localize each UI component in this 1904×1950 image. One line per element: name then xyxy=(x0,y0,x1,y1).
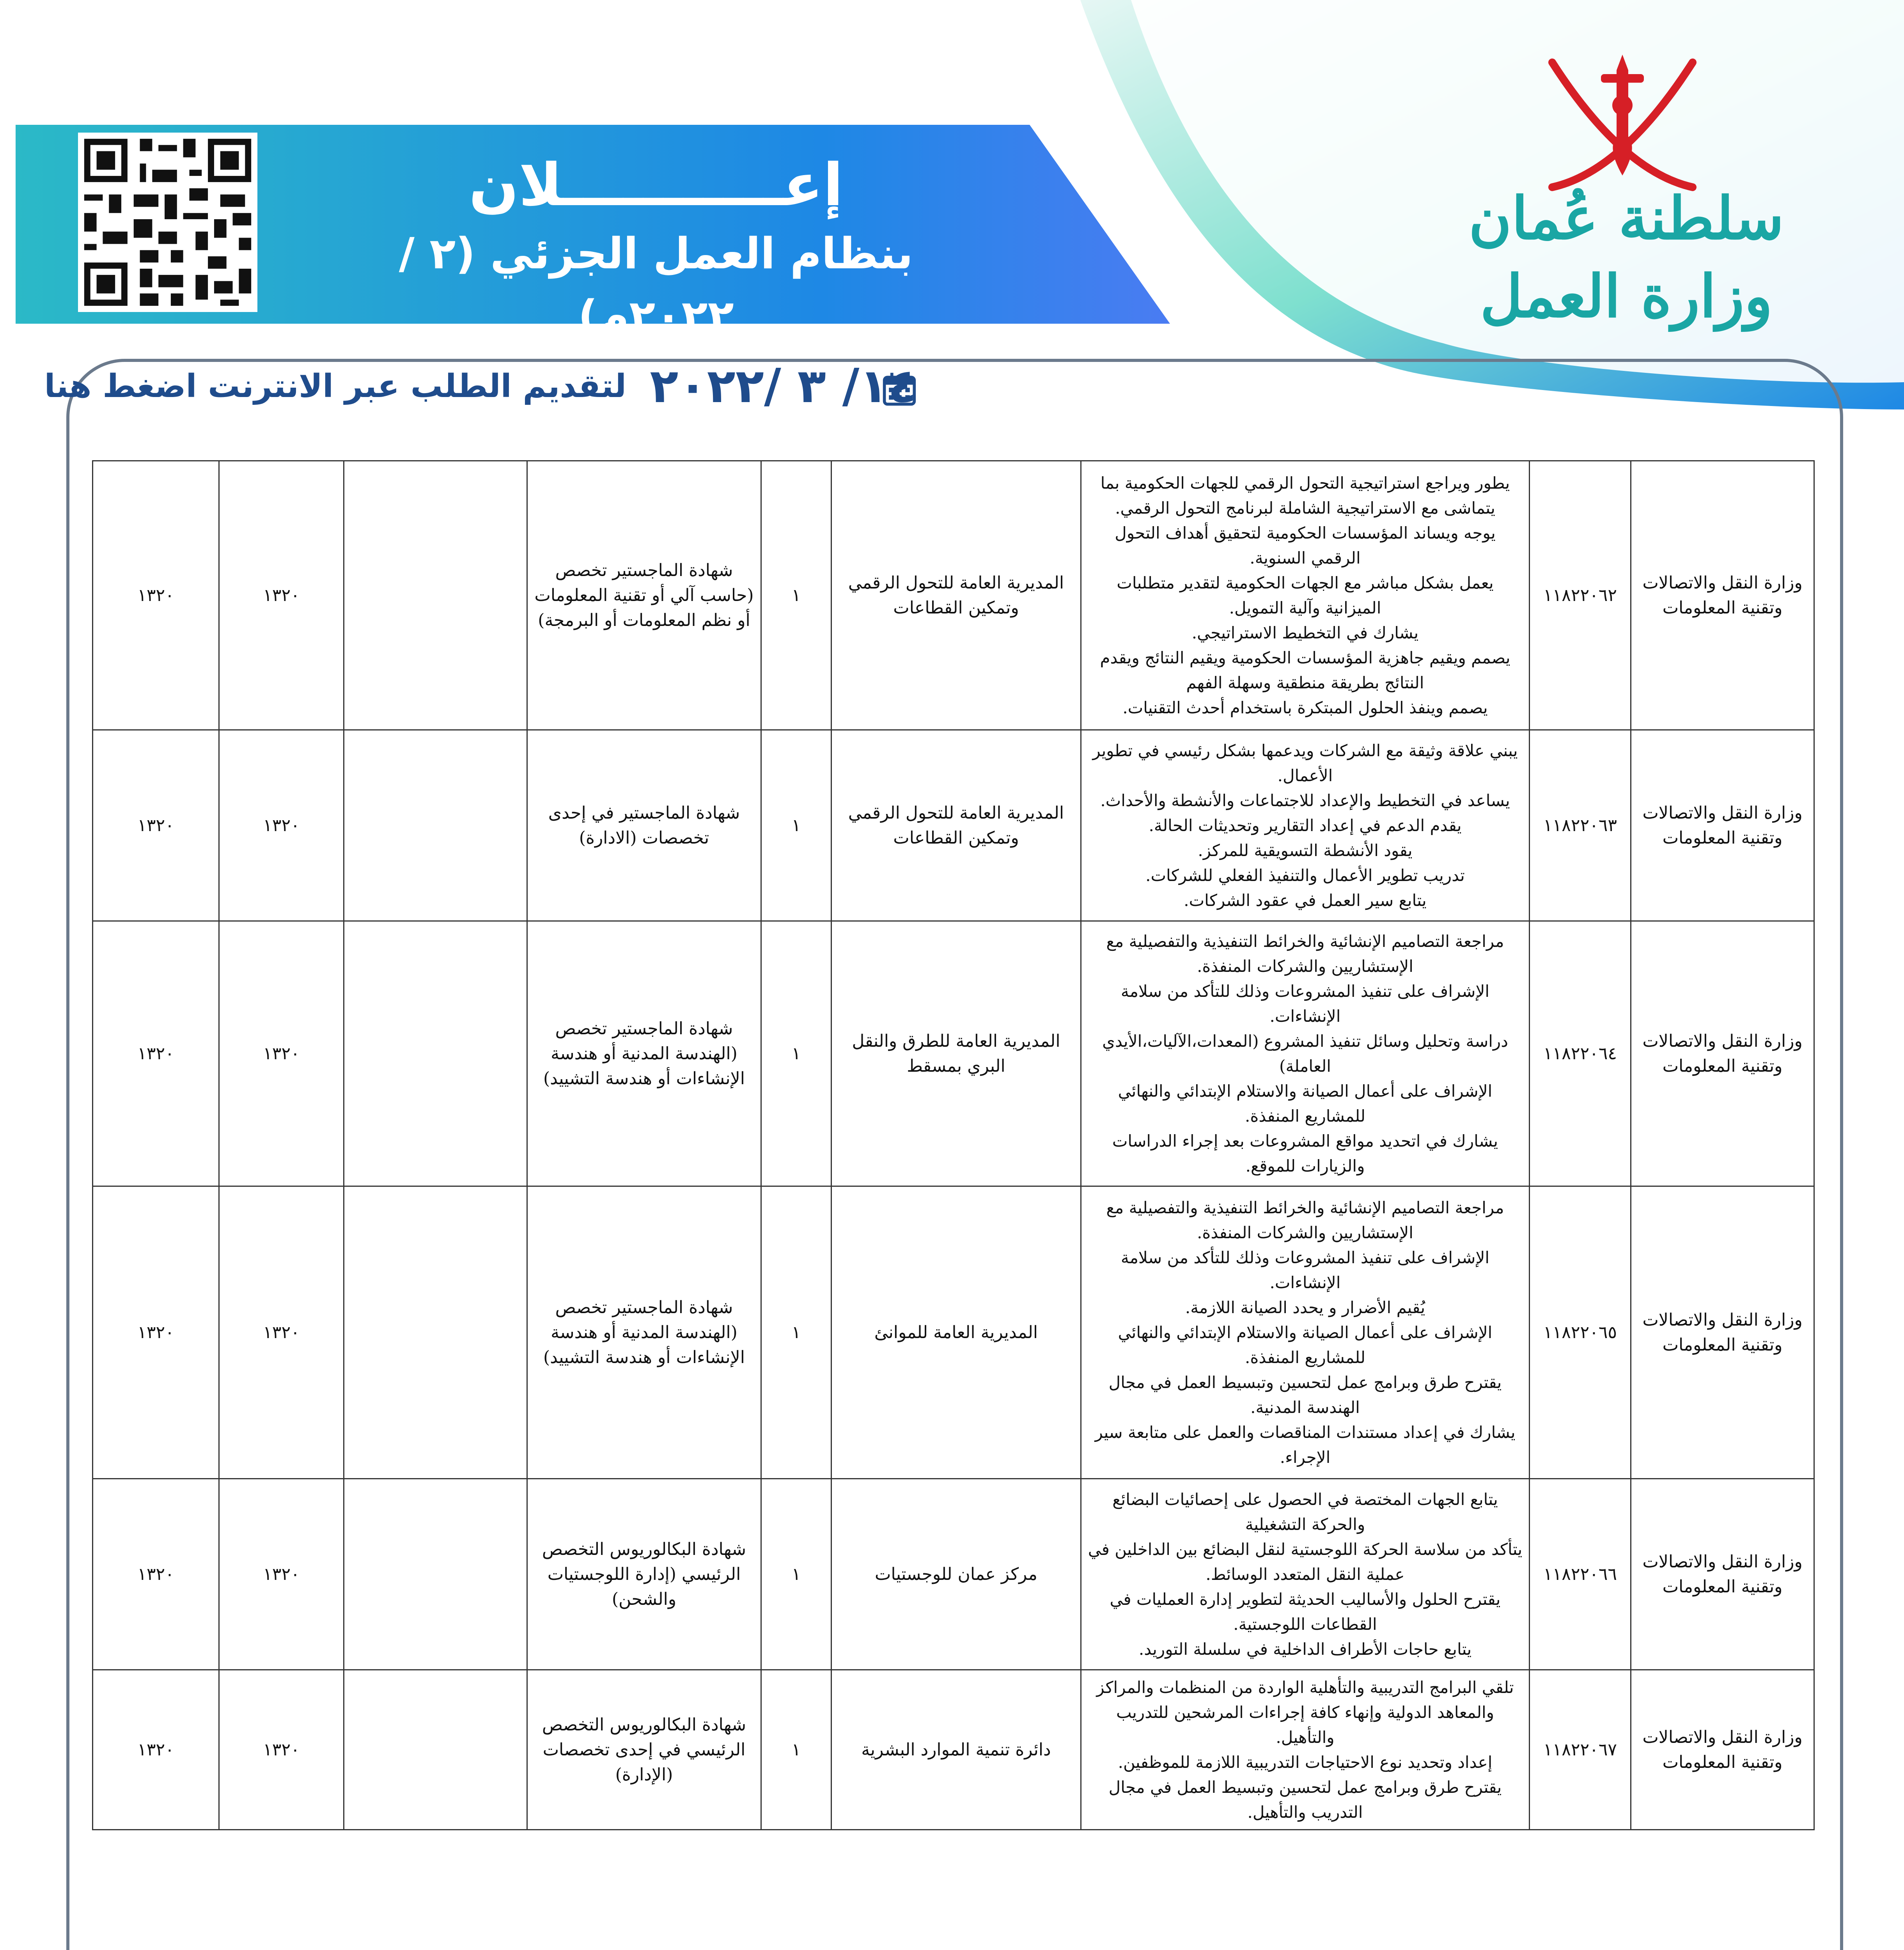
task-line: يُقيم الأضرار و يحدد الصيانة اللازمة. xyxy=(1185,1298,1425,1317)
ministry-cell: وزارة النقل والاتصالات وتقنية المعلومات xyxy=(1631,921,1814,1186)
total-salary-cell: ١٣٢٠ xyxy=(93,921,219,1186)
tasks-cell xyxy=(1081,730,1530,921)
total-salary-cell: ١٣٢٠ xyxy=(93,1670,219,1830)
empty-cell xyxy=(344,730,527,921)
tasks-cell xyxy=(1081,461,1530,730)
task-line: يوجه ويساند المؤسسات الحكومية لتحقيق أهداف التحول الرقمي السنوية. xyxy=(1115,523,1496,567)
task-line: مراجعة التصاميم الإنشائية والخرائط التنفيذية والتفصيلية مع الإستشاريين والشركات المنفذة. xyxy=(1106,1198,1504,1242)
empty-cell xyxy=(344,921,527,1186)
task-line: تلقي البرامج التدريبية والتأهلية الواردة من المنظمات والمراكز والمعاهد الدولية وإنهاء كافة إجراءات المرشحين للتدريب والتأهيل. xyxy=(1096,1677,1514,1747)
tasks-cell xyxy=(1081,1186,1530,1479)
task-line: دراسة وتحليل وسائل تنفيذ المشروع (المعدات،الآليات،الأيدي العاملة) xyxy=(1102,1031,1508,1076)
job-code-cell: ١١٨٢٢٠٦٢ xyxy=(1530,461,1631,730)
qualification-cell: شهادة الماجستير تخصص (الهندسة المدنية أو هندسة الإنشاءات أو هندسة التشييد) xyxy=(527,1186,761,1479)
department-cell: المديرية العامة للموانئ xyxy=(831,1186,1081,1479)
sultanate-name: سلطنة عُمان xyxy=(1468,184,1784,253)
apply-row xyxy=(44,359,917,413)
task-line: إعداد وتحديد نوع الاحتياجات التدريبية اللازمة للموظفين. xyxy=(1118,1752,1493,1772)
department-cell: المديرية العامة للتحول الرقمي وتمكين القطاعات xyxy=(831,730,1081,921)
task-line: يقود الأنشطة التسويقية للمركز. xyxy=(1198,840,1413,860)
vacancy-count-cell: ١ xyxy=(761,1186,831,1479)
job-code-cell: ١١٨٢٢٠٦٦ xyxy=(1530,1479,1631,1670)
task-line: يقترح طرق وبرامج عمل لتحسين وتبسيط العمل في مجال التدريب والتأهيل. xyxy=(1108,1777,1502,1822)
job-code-cell: ١١٨٢٢٠٦٤ xyxy=(1530,921,1631,1186)
ministry-cell: وزارة النقل والاتصالات وتقنية المعلومات xyxy=(1631,461,1814,730)
task-line: يطور ويراجع استراتيجية التحول الرقمي للجهات الحكومية بما يتماشى مع الاستراتيجية الشاملة لبرنامج التحول الرقمي. xyxy=(1100,473,1510,518)
task-line: الإشراف على أعمال الصيانة والاستلام الإبتدائي والنهائي للمشاريع المنفذة. xyxy=(1118,1081,1493,1126)
task-line: يساعد في التخطيط والإعداد للاجتماعات والأنشطة والأحداث. xyxy=(1100,791,1510,810)
task-line: تدريب تطوير الأعمال والتنفيذ الفعلي للشركات. xyxy=(1145,865,1465,885)
ministry-cell: وزارة النقل والاتصالات وتقنية المعلومات xyxy=(1631,1186,1814,1479)
task-line: يتابع الجهات المختصة في الحصول على إحصائيات البضائع والحركة التشغيلية xyxy=(1112,1489,1498,1534)
ministry-cell: وزارة النقل والاتصالات وتقنية المعلومات xyxy=(1631,1670,1814,1830)
ministry-logo-text xyxy=(1451,179,1802,335)
task-line: الإشراف على أعمال الصيانة والاستلام الإبتدائي والنهائي للمشاريع المنفذة. xyxy=(1118,1322,1493,1367)
job-code-cell: ١١٨٢٢٠٦٧ xyxy=(1530,1670,1631,1830)
qualification-cell: شهادة البكالوريوس التخصص الرئيسي (إدارة اللوجستيات والشحن) xyxy=(527,1479,761,1670)
title-main: إعـــــــــــلان xyxy=(469,151,843,219)
department-cell: مركز عمان للوجستيات xyxy=(831,1479,1081,1670)
department-cell: المديرية العامة للتحول الرقمي وتمكين القطاعات xyxy=(831,461,1081,730)
apply-online-link[interactable]: لتقديم الطلب عبر الانترنت اضغط هنا xyxy=(44,367,627,405)
tasks-cell xyxy=(1081,1670,1530,1830)
announcement-title xyxy=(363,148,948,347)
total-salary-cell: ١٣٢٠ xyxy=(93,730,219,921)
table-row xyxy=(93,730,1814,921)
ministry-cell: وزارة النقل والاتصالات وتقنية المعلومات xyxy=(1631,1479,1814,1670)
oman-emblem-icon xyxy=(1521,47,1724,195)
qualification-cell: شهادة البكالوريوس التخصص الرئيسي في إحدى تخصصات (الإدارة) xyxy=(527,1670,761,1830)
job-code-cell: ١١٨٢٢٠٦٥ xyxy=(1530,1186,1631,1479)
task-line: يعمل بشكل مباشر مع الجهات الحكومية لتقدير متطلبات الميزانية وآلية التمويل. xyxy=(1117,573,1494,617)
task-line: يتابع سير العمل في عقود الشركات. xyxy=(1184,890,1427,910)
task-line: يتأكد من سلاسة الحركة اللوجستية لنقل البضائع بين الداخلين في عملية النقل المتعدد الوسائط. xyxy=(1088,1539,1523,1584)
deadline-date: ١٤/ ٣ /٢٠٢٢ xyxy=(650,359,917,413)
task-line: يقترح طرق وبرامج عمل لتحسين وتبسيط العمل في مجال الهندسة المدنية. xyxy=(1108,1372,1502,1417)
task-line: يقترح الحلول والأساليب الحديثة لتطوير إدارة العمليات في القطاعات اللوجستية. xyxy=(1110,1589,1501,1634)
salary-cell: ١٣٢٠ xyxy=(219,461,344,730)
empty-cell xyxy=(344,1479,527,1670)
ministry-name: وزارة العمل xyxy=(1480,262,1773,331)
table-row xyxy=(93,461,1814,730)
table-row xyxy=(93,1186,1814,1479)
task-line: يشارك في اتحديد مواقع المشروعات بعد إجراء الدراسات والزيارات للموقع. xyxy=(1112,1131,1498,1175)
tasks-cell xyxy=(1081,921,1530,1186)
task-line: يتابع حاجات الأطراف الداخلية في سلسلة التوريد. xyxy=(1138,1639,1472,1659)
table-row xyxy=(93,921,1814,1186)
table-row xyxy=(93,1479,1814,1670)
task-line: يصمم ويقيم جاهزية المؤسسات الحكومية ويقيم النتائج ويقدم النتائج بطريقة منطقية وسهلة الفهم xyxy=(1100,648,1510,692)
qr-code-icon[interactable] xyxy=(78,133,257,312)
title-subtitle: بنظام العمل الجزئي (٢ / ٢٠٢٢م) xyxy=(399,229,913,341)
department-cell: المديرية العامة للطرق والنقل البري بمسقط xyxy=(831,921,1081,1186)
job-code-cell: ١١٨٢٢٠٦٣ xyxy=(1530,730,1631,921)
vacancy-count-cell: ١ xyxy=(761,1670,831,1830)
task-line: يقدم الدعم في إعداد التقارير وتحديثات الحالة. xyxy=(1149,815,1462,835)
empty-cell xyxy=(344,461,527,730)
vacancy-count-cell: ١ xyxy=(761,730,831,921)
qualification-cell: شهادة الماجستير في إحدى تخصصات (الادارة) xyxy=(527,730,761,921)
tasks-cell xyxy=(1081,1479,1530,1670)
empty-cell xyxy=(344,1186,527,1479)
jobs-table xyxy=(92,460,1815,1830)
salary-cell: ١٣٢٠ xyxy=(219,1670,344,1830)
total-salary-cell: ١٣٢٠ xyxy=(93,1186,219,1479)
task-line: مراجعة التصاميم الإنشائية والخرائط التنفيذية والتفصيلية مع الإستشاريين والشركات المنفذة. xyxy=(1106,931,1504,976)
department-cell: دائرة تنمية الموارد البشرية xyxy=(831,1670,1081,1830)
task-line: الإشراف على تنفيذ المشروعات وذلك للتأكد من سلامة الإنشاءات. xyxy=(1120,1248,1490,1292)
table-row xyxy=(93,1670,1814,1830)
vacancy-count-cell: ١ xyxy=(761,921,831,1186)
task-line: يبني علاقة وثيقة مع الشركات ويدعمها بشكل رئيسي في تطوير الأعمال. xyxy=(1092,741,1518,785)
salary-cell: ١٣٢٠ xyxy=(219,921,344,1186)
total-salary-cell: ١٣٢٠ xyxy=(93,1479,219,1670)
task-line: الإشراف على تنفيذ المشروعات وذلك للتأكد من سلامة الإنشاءات. xyxy=(1120,981,1490,1026)
salary-cell: ١٣٢٠ xyxy=(219,1186,344,1479)
qualification-cell: شهادة الماجستير تخصص (الهندسة المدنية أو هندسة الإنشاءات أو هندسة التشييد) xyxy=(527,921,761,1186)
task-line: يشارك في التخطيط الاستراتيجي. xyxy=(1191,623,1419,642)
total-salary-cell: ١٣٢٠ xyxy=(93,461,219,730)
ministry-cell: وزارة النقل والاتصالات وتقنية المعلومات xyxy=(1631,730,1814,921)
task-line: يشارك في إعداد مستندات المناقصات والعمل على متابعة سير الإجراء. xyxy=(1095,1422,1516,1467)
qualification-cell: شهادة الماجستير تخصص (حاسب آلي أو تقنية المعلومات أو نظم المعلومات أو البرمجة) xyxy=(527,461,761,730)
salary-cell: ١٣٢٠ xyxy=(219,1479,344,1670)
vacancy-count-cell: ١ xyxy=(761,1479,831,1670)
task-line: يصمم وينفذ الحلول المبتكرة باستخدام أحدث التقنيات. xyxy=(1122,698,1488,717)
vacancy-count-cell: ١ xyxy=(761,461,831,730)
salary-cell: ١٣٢٠ xyxy=(219,730,344,921)
empty-cell xyxy=(344,1670,527,1830)
